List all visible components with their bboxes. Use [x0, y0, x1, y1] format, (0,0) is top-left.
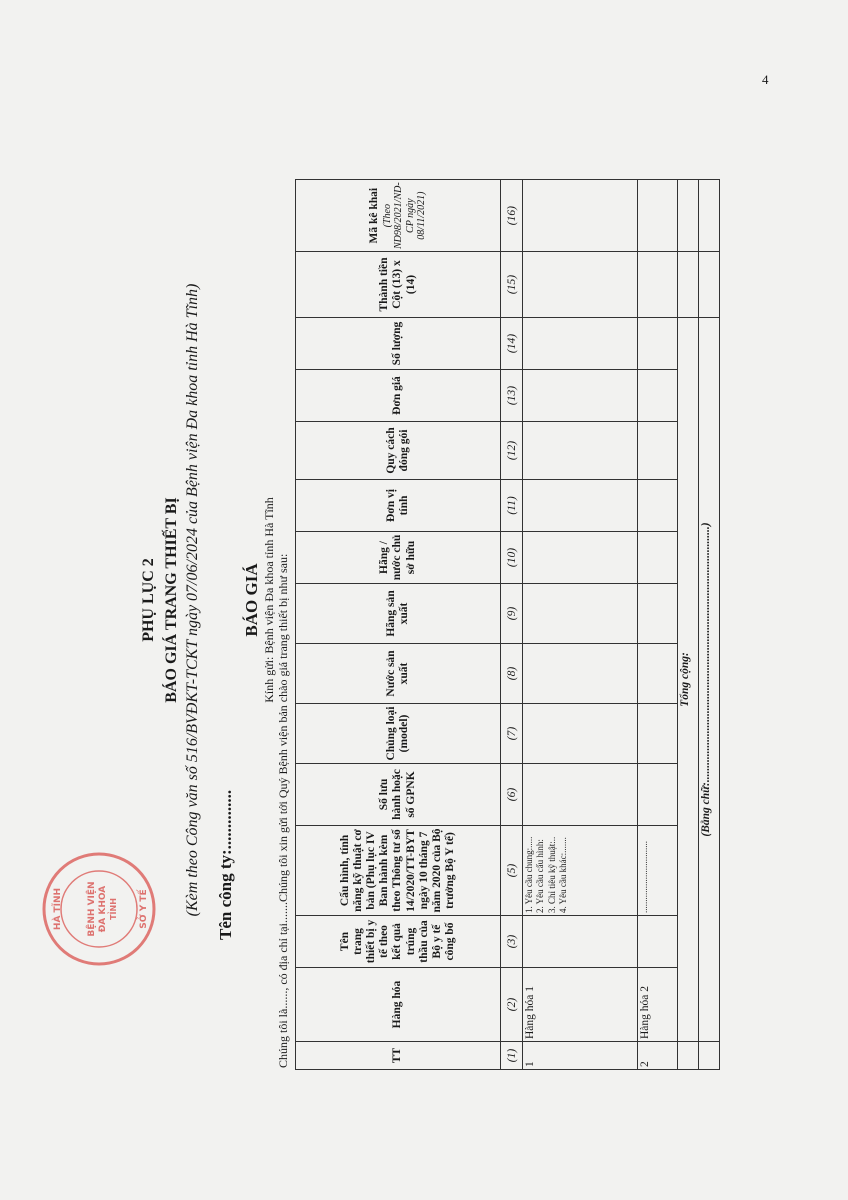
row-cell [678, 1042, 699, 1070]
col-header: Thành tiền Cột (13) x (14) [296, 252, 501, 318]
row-cell [699, 252, 720, 318]
row-cell [638, 644, 678, 704]
row-item: Hàng hóa 2 [638, 968, 678, 1042]
column-number-row [501, 180, 523, 1070]
col-number: (15) [501, 252, 523, 318]
row-cell [678, 252, 699, 318]
col-header: Hãng / nước chủ sở hữu [296, 532, 501, 584]
col-header: Chủng loại (model) [296, 704, 501, 764]
row-item: Hàng hóa 1 [523, 968, 638, 1042]
spec-line: 4. Yêu cầu khác:....... [557, 837, 568, 913]
row-cell [699, 1042, 720, 1070]
col-number: (9) [501, 584, 523, 644]
recipient-line: Kính gửi: Bệnh viện Đa khoa tỉnh Hà Tĩnh [262, 497, 276, 703]
col-number: (5) [501, 826, 523, 916]
col-number: (14) [501, 318, 523, 370]
col-header: Đơn vị tính [296, 480, 501, 532]
spec-line: 3. Chỉ tiêu kỹ thuật:.. [546, 836, 557, 913]
col-number: (2) [501, 968, 523, 1042]
row-cell [523, 252, 638, 318]
total-label: Tổng cộng: [678, 318, 699, 1042]
row-cell [638, 480, 678, 532]
header-row [296, 180, 501, 1070]
row-cell [638, 532, 678, 584]
col-number: (1) [501, 1042, 523, 1070]
col-number: (11) [501, 480, 523, 532]
reference-line: (Kèm theo Công văn số 516/BVĐKT-TCKT ngày 07/06/2024 của Bệnh viện Đa khoa tỉnh Hà Tĩnh) [184, 283, 201, 917]
col-header: Hàng hóa [296, 968, 501, 1042]
col-number: (7) [501, 704, 523, 764]
row-cell [638, 916, 678, 968]
row-cell [638, 422, 678, 480]
row-cell [523, 764, 638, 826]
table-row [523, 180, 638, 1070]
col-number: (6) [501, 764, 523, 826]
col-number: (16) [501, 180, 523, 252]
row-cell [638, 180, 678, 252]
col-header: Cấu hình, tính năng kỹ thuật cơ bản (Phụ lục IV Ban hành kèm theo Thông tư số 14/2020/TT-BYT ngày 10 tháng 7 năm 2020 của Bộ trưởng Bộ Y tế) [296, 826, 501, 916]
svg-text:TỈNH: TỈNH [109, 898, 118, 920]
col-number: (3) [501, 916, 523, 968]
row-cell [523, 532, 638, 584]
appendix-title: PHỤ LỤC 2 [140, 558, 157, 642]
row-spec [523, 826, 638, 916]
col-header: Số lưu hành hoặc số GPNK [296, 764, 501, 826]
col-number: (13) [501, 370, 523, 422]
col-header: TT [296, 1042, 501, 1070]
words-row [699, 180, 720, 1070]
col-header: Đơn giá [296, 370, 501, 422]
row-cell [523, 422, 638, 480]
svg-text:BỆNH VIỆN: BỆNH VIỆN [87, 881, 97, 937]
col-header-code [296, 180, 501, 252]
report-title: BÁO GIÁ TRANG THIẾT BỊ [163, 497, 180, 703]
quote-table [295, 179, 720, 1070]
row-cell [638, 318, 678, 370]
col-header: Nước sản xuất [296, 644, 501, 704]
row-cell [638, 252, 678, 318]
code-header-main: Mã kê khai [368, 187, 381, 244]
col-header: Số lượng [296, 318, 501, 370]
col-number: (10) [501, 532, 523, 584]
intro-line: Chúng tôi là......, có địa chỉ tại.......Chúng tôi xin gửi tới Quý Bệnh viện bản chào giá trang thiết bị như sau: [276, 553, 290, 1068]
page-number: 4 [762, 72, 769, 87]
quote-heading: BÁO GIÁ [242, 563, 261, 637]
row-cell [523, 318, 638, 370]
col-number: (12) [501, 422, 523, 480]
row-cell [523, 916, 638, 968]
code-header-note: (Theo ND98/2021/ND-CP ngày 08/11/2021) [381, 182, 428, 249]
svg-text:ĐA KHOA: ĐA KHOA [98, 885, 108, 933]
row-spec: ................................ [638, 826, 678, 916]
col-number: (8) [501, 644, 523, 704]
col-header: Hãng sản xuất [296, 584, 501, 644]
row-cell [523, 180, 638, 252]
spec-line: 2. Yêu cầu cấu hình: [535, 839, 546, 913]
svg-text:HÀ TĨNH: HÀ TĨNH [53, 887, 63, 931]
row-cell [678, 180, 699, 252]
row-cell [523, 480, 638, 532]
row-tt: 2 [638, 1042, 678, 1070]
total-row [678, 180, 699, 1070]
svg-text:SỞ Y TẾ: SỞ Y TẾ [139, 889, 149, 929]
company-name: Tên công ty:.............. [216, 789, 235, 940]
row-cell [523, 704, 638, 764]
row-cell [523, 370, 638, 422]
row-cell [638, 704, 678, 764]
row-cell [523, 584, 638, 644]
row-cell [699, 180, 720, 252]
row-cell [638, 764, 678, 826]
row-cell [638, 584, 678, 644]
table-row [638, 180, 678, 1070]
col-header: Quy cách đóng gói [296, 422, 501, 480]
row-cell [523, 644, 638, 704]
col-header: Tên trang thiết bị y tế theo kết quả trúng thầu của Bộ y tế công bố [296, 916, 501, 968]
spec-line: 1. Yêu cầu chung:..... [524, 836, 534, 913]
row-cell [638, 370, 678, 422]
words-label: (Bằng chữ:.........................................................................................) [699, 318, 720, 1042]
row-tt: 1 [523, 1042, 638, 1070]
